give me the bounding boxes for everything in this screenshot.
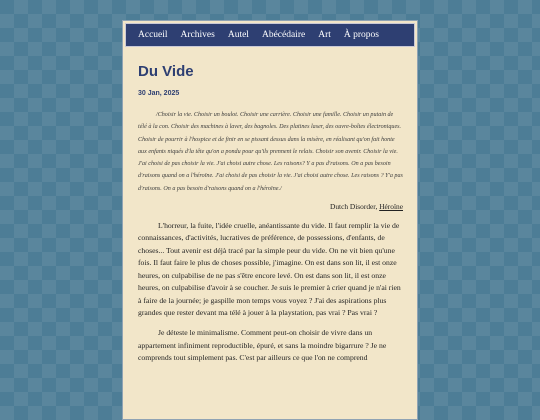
- credit-author: Dutch Disorder,: [330, 202, 378, 212]
- post-title: Du Vide: [138, 63, 194, 80]
- nav-item-a-propos[interactable]: À propos: [343, 30, 379, 40]
- post-date: 30 Jan, 2025: [138, 90, 180, 97]
- credit-link[interactable]: Héroïne: [379, 202, 403, 212]
- epigraph-quote-text: /Choisir la vie. Choisir un boulot. Choisir une carrière. Choisir une famille. Choisir un putain de télé à la con. Choisir des machines à laver, des bagnoles. Des platines laser, des ouvre-boîtes électroniques. Choisir de pourrir à l'hospice et de finir en se pissant dessus dans la misère, en réalisant qu'on fait honte aux enfants niqués d'la tête qu'on a pondu pour qu'ils prennent le relais. Choisir son avenir. Choisir la vie. J'ai choisi de pas choisir la vie. J'ai choisi autre chose. Les raisons? Y a pas d'raisons. On a pas besoin d'raisons quand on a l'héroïne. J'ai choisi de pas choisir la vie. J'ai choisi autre chose. Les raisons ? Y'a pas d'raisons. On a pas besoin d'raisons quand on a l'héroïne./: [138, 112, 403, 192]
- main-nav: [125, 23, 415, 47]
- nav-item-archives[interactable]: Archives: [180, 30, 215, 40]
- body-paragraph-2: Je déteste le minimalisme. Comment peut-on choisir de vivre dans un appartement infiniment reproductible, épuré, et sans la moindre bigarrure ? Je ne comprends tout simplement pas. C'est par ailleurs ce que l'on ne comprend: [138, 328, 387, 363]
- nav-item-art[interactable]: Art: [318, 30, 331, 40]
- nav-item-abecedaire[interactable]: Abécédaire: [261, 30, 306, 40]
- page-container: [122, 20, 418, 420]
- epigraph-quote: [138, 109, 403, 195]
- body-paragraph-1: L'horreur, la fuite, l'idée cruelle, anéantissante du vide. Il faut remplir la vie de connaissances, d'activités, lucratives de préférence, de possessions, d'enfants, de choses... Tout avenir est déjà tracé par la simple peur du vide. On ne vit bien qu'une fois. Il faut faire le plus de choses possible, j'imagine. On est dans son lit, il est onze heures, on culpabilise de ne pas s'être encore levé. On est dans son lit, il est onze heures, on culpabilise d'avoir à se coucher. Je suis le premier à crier quand je n'ai rien à faire de la journée; je gaspille mon temps vous voyez ? J'ai des aspirations plus grandes que rester devant ma télé à jouer à la playstation, pas vrai ? Pas vrai ?: [138, 221, 401, 317]
- nav-item-autel[interactable]: Autel: [227, 30, 249, 40]
- quote-credit: [138, 202, 403, 211]
- nav-item-accueil[interactable]: Accueil: [138, 30, 168, 40]
- post-content: [123, 63, 417, 365]
